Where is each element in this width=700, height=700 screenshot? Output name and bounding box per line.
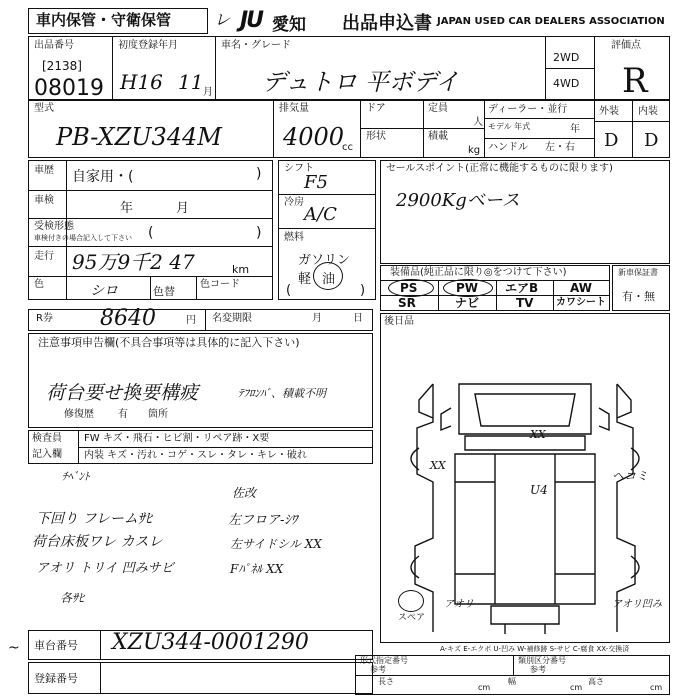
drive-2wd: 2WD [553,51,580,64]
form-sub: 車検付きの場合記入して下さい [34,234,132,242]
mileage-label: 走行 [34,251,54,262]
reg-label: 初度登録年月 [118,40,178,51]
inspector-row2: 内装 キズ・汚れ・コゲ・スレ・タレ・キレ・破れ [84,450,307,461]
color-change: 色替 [153,285,175,298]
color-label: 色 [34,279,44,290]
equip-sr: SR [398,296,416,310]
equip-navi: ナビ [455,296,480,310]
equip-tv: TV [516,296,534,310]
shift-label: シフト [284,163,314,174]
length-unit: cm [478,683,491,692]
fuel-label: 燃料 [284,232,304,243]
score-value: R [622,61,648,101]
selling-label: セールスポイント(正常に機能するものに限ります) [386,163,613,174]
load-unit: kg [468,145,481,156]
notes-line1: 荷台要せ換要構疲 [46,382,199,404]
storage-mark: レ [214,10,231,29]
org-name: 愛知 [272,15,306,35]
chassis-value: XZU344-0001290 [112,630,309,655]
recycle-unit: 円 [186,315,196,326]
load-label: 積載 [428,131,448,142]
ju-logo: JU [240,8,263,33]
cap-label: 定員 [428,103,448,114]
width-unit: cm [570,683,583,692]
equip-aw: AW [570,281,592,295]
model-value: PB-XZU344M [56,123,222,151]
diagram-mark-6: アオリ凹み [612,599,662,610]
equip-kawa-seat: カワシート [556,297,606,308]
disp-label: 排気量 [279,103,309,114]
lot-small: [2138] [42,59,82,73]
repair-value: 有 [118,409,128,420]
name-change-label: 名変期限 [212,313,252,324]
interior-label: 内装 [638,106,658,117]
height-unit: cm [650,683,663,692]
interior-value: D [644,130,659,151]
spare-label: スペア [398,613,426,623]
note-5: 各ｻﾋ [60,591,85,605]
regnum-frame [28,662,373,694]
inspection-label: 車検 [34,195,54,206]
fuel-value: ガソリン [298,253,351,268]
history-label: 車歴 [34,165,54,176]
note-8: 左サイドシル XX [230,537,322,551]
equip-airbag: エアB [505,281,539,295]
storage-label: 車内保管・守衛保管 [36,11,172,29]
association-name: JAPAN USED CAR DEALERS ASSOCIATION [437,16,665,27]
model-label: 型式 [34,103,54,114]
ac-value: A/C [304,204,337,225]
diagram-mark-4: ヘコミ [612,469,649,483]
category-ref: 参考 [530,665,546,674]
lot-label: 出品番号 [34,40,74,51]
note-2: 下回り フレームｻﾋ [36,511,152,527]
cap-unit: 人 [473,117,483,128]
disp-value: 4000 [283,123,345,151]
note-9: Fﾊﾟﾈﾙ XX [230,562,284,576]
mileage-unit: km [232,263,250,276]
reg-num-label: 登録番号 [34,672,78,685]
width-label: 幅 [508,677,516,686]
color-value: シロ [90,283,118,299]
form-title: 出品申込書 [342,13,432,34]
selling-value: 2900Kgベース [396,190,520,211]
door-label: ドア [366,103,386,114]
name-value: デュトロ 平ボデイ [262,68,460,96]
diagram-legend: A-キズ E-エクボ U-凹み W-補修跡 S-サビ C-腐食 XX-交換済 [440,645,630,653]
score-label: 評価点 [611,40,641,51]
diagram-mark-1: XX [530,428,546,441]
note-3: 荷台床板ワレ カスレ [32,534,163,550]
model-year-label: モデル 年式 [488,122,531,131]
repair-label: 修復歴 [64,409,94,420]
ac-label: 冷房 [284,197,304,208]
equipment-label: 装備品(純正品に限り◎をつけて下さい) [390,267,567,278]
note-7: 左フロア-ｼﾜ [228,513,298,528]
fuel-light: 軽 [298,272,312,287]
inspector-label1: 検査員 [32,433,62,444]
note-1: ﾁﾍﾞﾝﾄ [62,470,90,483]
reg-month: 11 [178,70,204,94]
recycle-label: R券 [36,313,53,324]
fuel-oil: 油 [322,272,336,287]
rear-label: 後日品 [384,316,414,327]
inspection-month: 月 [176,201,190,216]
name-change-month: 月 [312,313,322,324]
warranty-opts: 有・無 [622,290,655,303]
spec-label: 形式指定番号 [360,656,408,665]
shift-value: F5 [304,172,328,193]
height-label: 高さ [588,677,604,686]
note-6: 佐改 [232,486,257,500]
diagram-mark-3: XX [430,459,446,472]
length-label: 長さ [378,677,394,686]
spec-ref: 参考 [370,665,386,674]
wave-icon: ~ [8,640,20,656]
shape-label: 形状 [366,131,386,142]
history-value: 自家用・( [72,169,134,185]
name-label: 車名・グレード [221,40,291,51]
chassis-label: 車台番号 [34,639,78,652]
diagram-mark-2: U4 [530,483,548,497]
exterior-value: D [604,130,619,151]
notes-label: 注意事項申告欄(不具合事項等は具体的に記入下さい) [38,336,300,349]
lot-number: 08019 [34,76,104,101]
equip-pw: PW [456,281,479,295]
exterior-label: 外装 [599,106,619,117]
category-label: 類別区分番号 [518,656,566,665]
diagram-mark-5: アオリ [444,599,474,610]
inspector-label2: 記入欄 [32,449,62,460]
equip-ps-circle [388,279,434,297]
handle-opts: 左・右 [545,142,575,153]
handle-label: ハンドル [488,142,528,153]
name-change-day: 日 [353,313,363,324]
dealer-label: ディーラー・並行 [488,104,568,115]
notes-line1-side: ﾃﾌﾛﾝﾊﾞ、積載不明 [238,387,326,400]
reg-value: H16 [120,70,163,94]
equip-pw-circle [443,279,493,297]
selling-frame [380,160,670,264]
inspector-row1: FW キズ・飛石・ヒビ割・リペア跡・X要 [84,433,270,444]
warranty-label: 新車保証書 [618,268,658,277]
reg-month-unit: 月 [203,87,213,98]
color-code: 色コード [200,279,240,290]
year-unit: 年 [570,124,580,135]
inspection-year: 年 [120,201,134,216]
disp-unit: cc [342,142,353,153]
recycle-value: 8640 [100,306,156,331]
drive-4wd: 4WD [553,77,580,90]
form-label: 受検形態 [34,221,74,232]
mileage-value: 95万9千2 47 [72,250,195,274]
spare-circle [398,590,424,612]
repair-part: 箇所 [148,409,168,420]
note-4: アオリ トリイ 凹みサビ [36,561,174,576]
equip-ps: PS [400,281,418,295]
